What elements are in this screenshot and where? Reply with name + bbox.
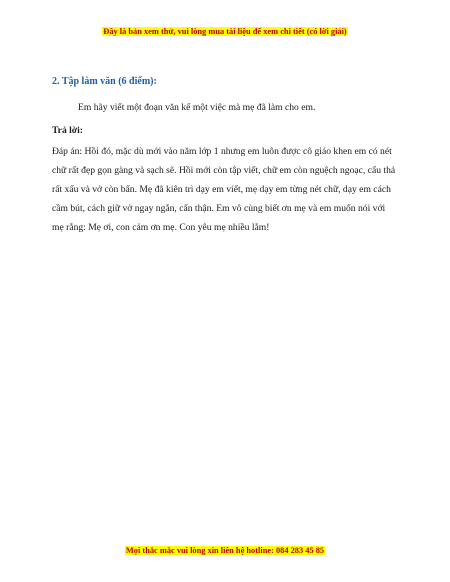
- hotline-notice-banner: [0, 546, 450, 555]
- hotline-notice-text: Mọi thắc mắc vui lòng xin liên hệ hotline: 084 283 45 85: [125, 546, 325, 555]
- preview-notice-banner: [0, 27, 450, 36]
- preview-notice-text: Đây là bản xem thử, vui lòng mua tài liệu để xem chi tiết (có lời giải): [103, 27, 347, 36]
- essay-prompt: Em hãy viết một đoạn văn kể một việc mà mẹ đã làm cho em.: [78, 102, 316, 113]
- answer-text: Đáp án: Hồi đó, mặc dù mới vào năm lớp 1 nhưng em luôn được cô giáo khen em có nét chữ rất đẹp gọn gàng và sạch sẽ. Hồi mới còn tập viết, chữ em còn nguệch ngoạc, cẩu thả rất xấu và vở còn bẩn. Mẹ đã kiên trì dạy em viết, mẹ dạy em từng nét chữ, dạy em cách cầm bút, cách giữ vở ngay ngắn, cẩn thận. Em vô cùng biết ơn mẹ và em muốn nói với mẹ rằng: Mẹ ơi, con cảm ơn mẹ. Con yêu mẹ nhiều lắm!: [52, 146, 396, 233]
- section-title: 2. Tập làm văn (6 điểm):: [52, 76, 157, 87]
- document-content: [52, 72, 398, 237]
- answer-label: Trả lời:: [52, 125, 83, 136]
